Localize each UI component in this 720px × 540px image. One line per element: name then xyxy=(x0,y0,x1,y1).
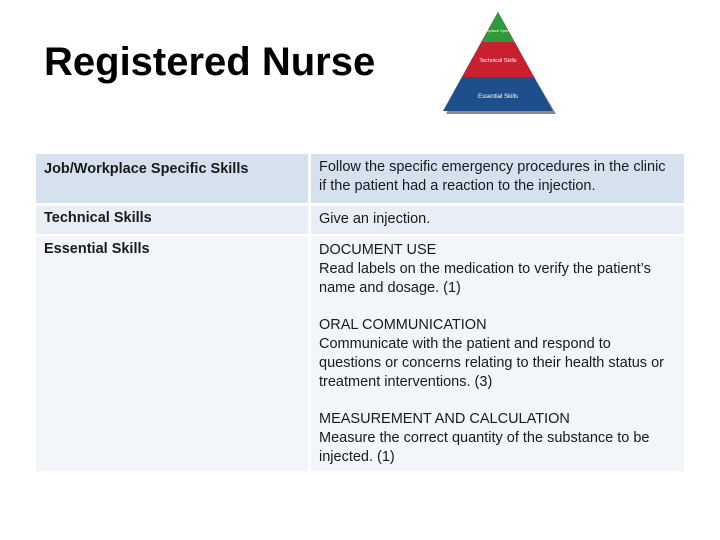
skill-block xyxy=(319,316,676,392)
slide-title: Registered Nurse xyxy=(44,40,376,84)
pyramid-top-label: Job/ Workplace Specific Skills xyxy=(471,28,525,33)
skills-pyramid-diagram xyxy=(440,8,558,116)
row-description xyxy=(311,237,684,471)
pyramid-middle-label: Technical Skills xyxy=(479,58,517,64)
row-label: Job/Workplace Specific Skills xyxy=(36,154,311,206)
skill-block xyxy=(319,410,676,467)
skill-block-text: Measure the correct quantity of the substance to be injected. (1) xyxy=(319,430,650,465)
row-description: Follow the specific emergency procedures in the clinic if the patient had a reaction to the injection. xyxy=(311,154,684,206)
table-row xyxy=(36,154,684,206)
skill-block-heading: DOCUMENT USE xyxy=(319,242,437,258)
skill-block-heading: MEASUREMENT AND CALCULATION xyxy=(319,411,570,427)
skills-table xyxy=(36,154,684,471)
row-label: Technical Skills xyxy=(36,206,311,237)
pyramid-top-tier xyxy=(482,12,514,42)
pyramid-bottom-label: Essential Skills xyxy=(477,94,519,100)
row-label: Essential Skills xyxy=(36,237,311,471)
skill-block-text: Communicate with the patient and respond to questions or concerns relating to their health status or treatment interventions. (3) xyxy=(319,336,664,390)
table-row xyxy=(36,206,684,237)
skill-block-heading: ORAL COMMUNICATION xyxy=(319,317,487,333)
row-description: Give an injection. xyxy=(311,206,684,237)
table-row xyxy=(36,237,684,471)
skill-block xyxy=(319,241,676,298)
skill-block-text: Read labels on the medication to verify the patient’s name and dosage. (1) xyxy=(319,261,651,296)
